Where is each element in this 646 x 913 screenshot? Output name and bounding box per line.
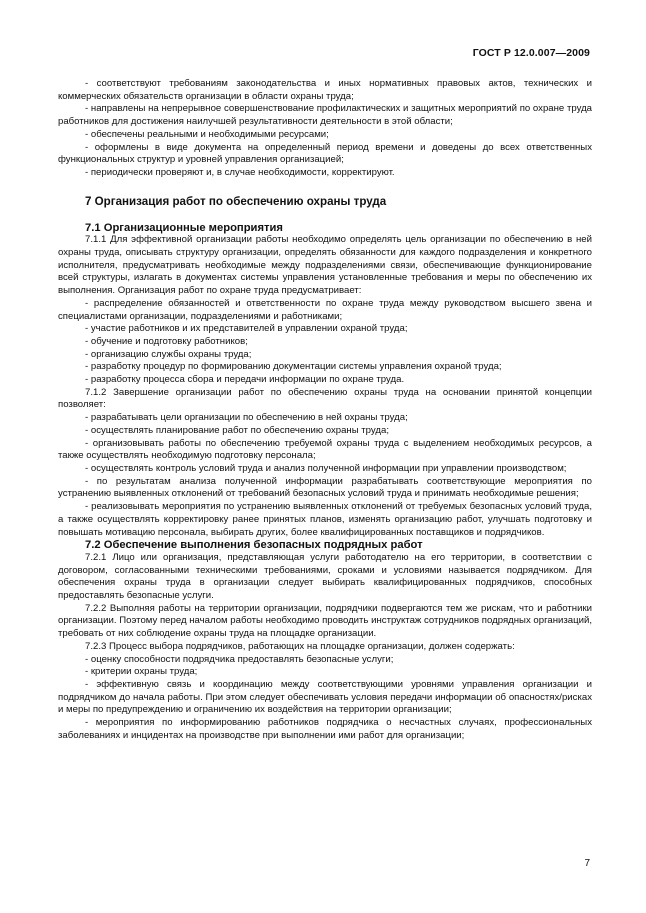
- list-7-2-3: [58, 654, 592, 743]
- list-item: - осуществлять планирование работ по обеспечению охраны труда;: [85, 424, 389, 436]
- subsection-7-1-title: 7.1 Организационные мероприятия: [85, 221, 283, 234]
- list-item: - разработку процедур по формированию документации системы управления охраной труда;: [85, 361, 502, 373]
- subsection-7-2-title: 7.2 Обеспечение выполнения безопасных подрядных работ: [85, 539, 423, 552]
- list-item: - эффективную связь и координацию между соответствующими уровнями управления организации и подрядчиком до начала работы. При этом следует обеспечивать условия передачи информации об опасностях/рисках и меры по предупреждению и ограничению их воздействия на территории организации;: [58, 678, 592, 716]
- paragraph-7-2-3: 7.2.3 Процесс выбора подрядчиков, работающих на площадке организации, должен содержать:: [85, 640, 515, 652]
- section-7-title: 7 Организация работ по обеспечению охраны труда: [85, 194, 387, 208]
- list-item: - мероприятия по информированию работников подрядчика о несчастных случаях, профессиональных заболеваниях и инцидентах на производстве при выполнении ими работ для организации;: [58, 717, 592, 741]
- list-item: - организацию службы охраны труда;: [85, 348, 252, 360]
- list-item: - направлены на непрерывное совершенствование профилактических и защитных мероприятий по охране труда работников для достижения наилучшей результативности деятельности в этой области;: [58, 103, 592, 128]
- list-item: - соответствуют требованиям законодательства и иных нормативных правовых актов, технических и коммерческих обязательств организации в области охраны труда;: [58, 78, 592, 102]
- list-7-1-2: [58, 412, 592, 539]
- paragraph-7-2-1: 7.2.1 Лицо или организация, представляющая услуги работодателю на его территории, в соответствии с договором, согласованными техническими требованиями, сроками и условиями называется подрядчиком. Для обеспечения охраны труда в организации следует выбирать квалифицированных подрядчиков, способных предоставлять безопасные услуги.: [58, 551, 592, 602]
- list-item: - критерии охраны труда;: [85, 666, 198, 678]
- list-item: - разработку процесса сбора и передачи информации по охране труда.: [85, 374, 405, 386]
- list-item: - обучение и подготовку работников;: [85, 335, 248, 347]
- list-item: - реализовывать мероприятия по устранению выявленных отклонений от требуемых безопасных условий труда, а также осуществлять корректировку ранее принятых планов, изменять организацию работ, улучшать подготовку и повышать мотивацию персонала, выбирать других, более квалифицированных поставщиков и подрядчиков.: [58, 501, 592, 538]
- list-item: - обеспечены реальными и необходимыми ресурсами;: [85, 128, 329, 140]
- list-item: - участие работников и их представителей в управлении охраной труда;: [85, 323, 408, 335]
- list-7-1-1: [58, 298, 592, 387]
- paragraph-7-1-2: 7.1.2 Завершение организации работ по обеспечению охраны труда на основании принятой концепции позволяет:: [58, 386, 592, 411]
- page-content: [58, 78, 592, 742]
- standard-code: ГОСТ Р 12.0.007—2009: [472, 47, 590, 59]
- paragraph-7-1-1: 7.1.1 Для эффективной организации работы необходимо определять цель организации по обеспечению в ней охраны труда, описывать структуру организации, определять обязанности для каждого подразделения и конкретного исполнителя, предусматривать необходимые между подразделениями связи, обеспечивающие функционирование всей структуры, излагать в документах системы управления установленные требования и меры по обеспечению их выполнения. Организация работ по охране труда предусматривает:: [58, 234, 592, 297]
- list-item: - распределение обязанностей и ответственности по охране труда между руководством высшего звена и специалистами организации, подразделениями и работниками;: [58, 297, 592, 322]
- list-item: - осуществлять контроль условий труда и анализ полученной информации при управлении производством;: [85, 462, 567, 474]
- list-item: - разрабатывать цели организации по обеспечению в ней охраны труда;: [85, 412, 408, 424]
- list-item: - периодически проверяют и, в случае необходимости, корректируют.: [85, 166, 395, 178]
- list-item: - по результатам анализа полученной информации разрабатывать соответствующие мероприятия по устранению выявленных отклонений от требований безопасных условий труда и принимать необходимые решения;: [58, 475, 592, 500]
- intro-list: [58, 78, 592, 180]
- list-item: - организовывать работы по обеспечению требуемой охраны труда с выделением необходимых ресурсов, а также осуществлять необходимую подготовку персонала;: [58, 437, 592, 462]
- page-number: 7: [584, 858, 590, 869]
- list-item: - оценку способности подрядчика предоставлять безопасные услуги;: [85, 653, 394, 665]
- paragraph-7-2-2: 7.2.2 Выполняя работы на территории организации, подрядчики подвергаются тем же рискам, что и работники организации. Поэтому перед началом работы необходимо проводить инструктаж сотрудников подрядных организаций, требовать от них соблюдение охраны труда на площадке организации.: [58, 602, 592, 640]
- list-item: - оформлены в виде документа на определенный период времени и доведены до всех ответственных функциональных структур и уровней управления организацией;: [58, 141, 592, 166]
